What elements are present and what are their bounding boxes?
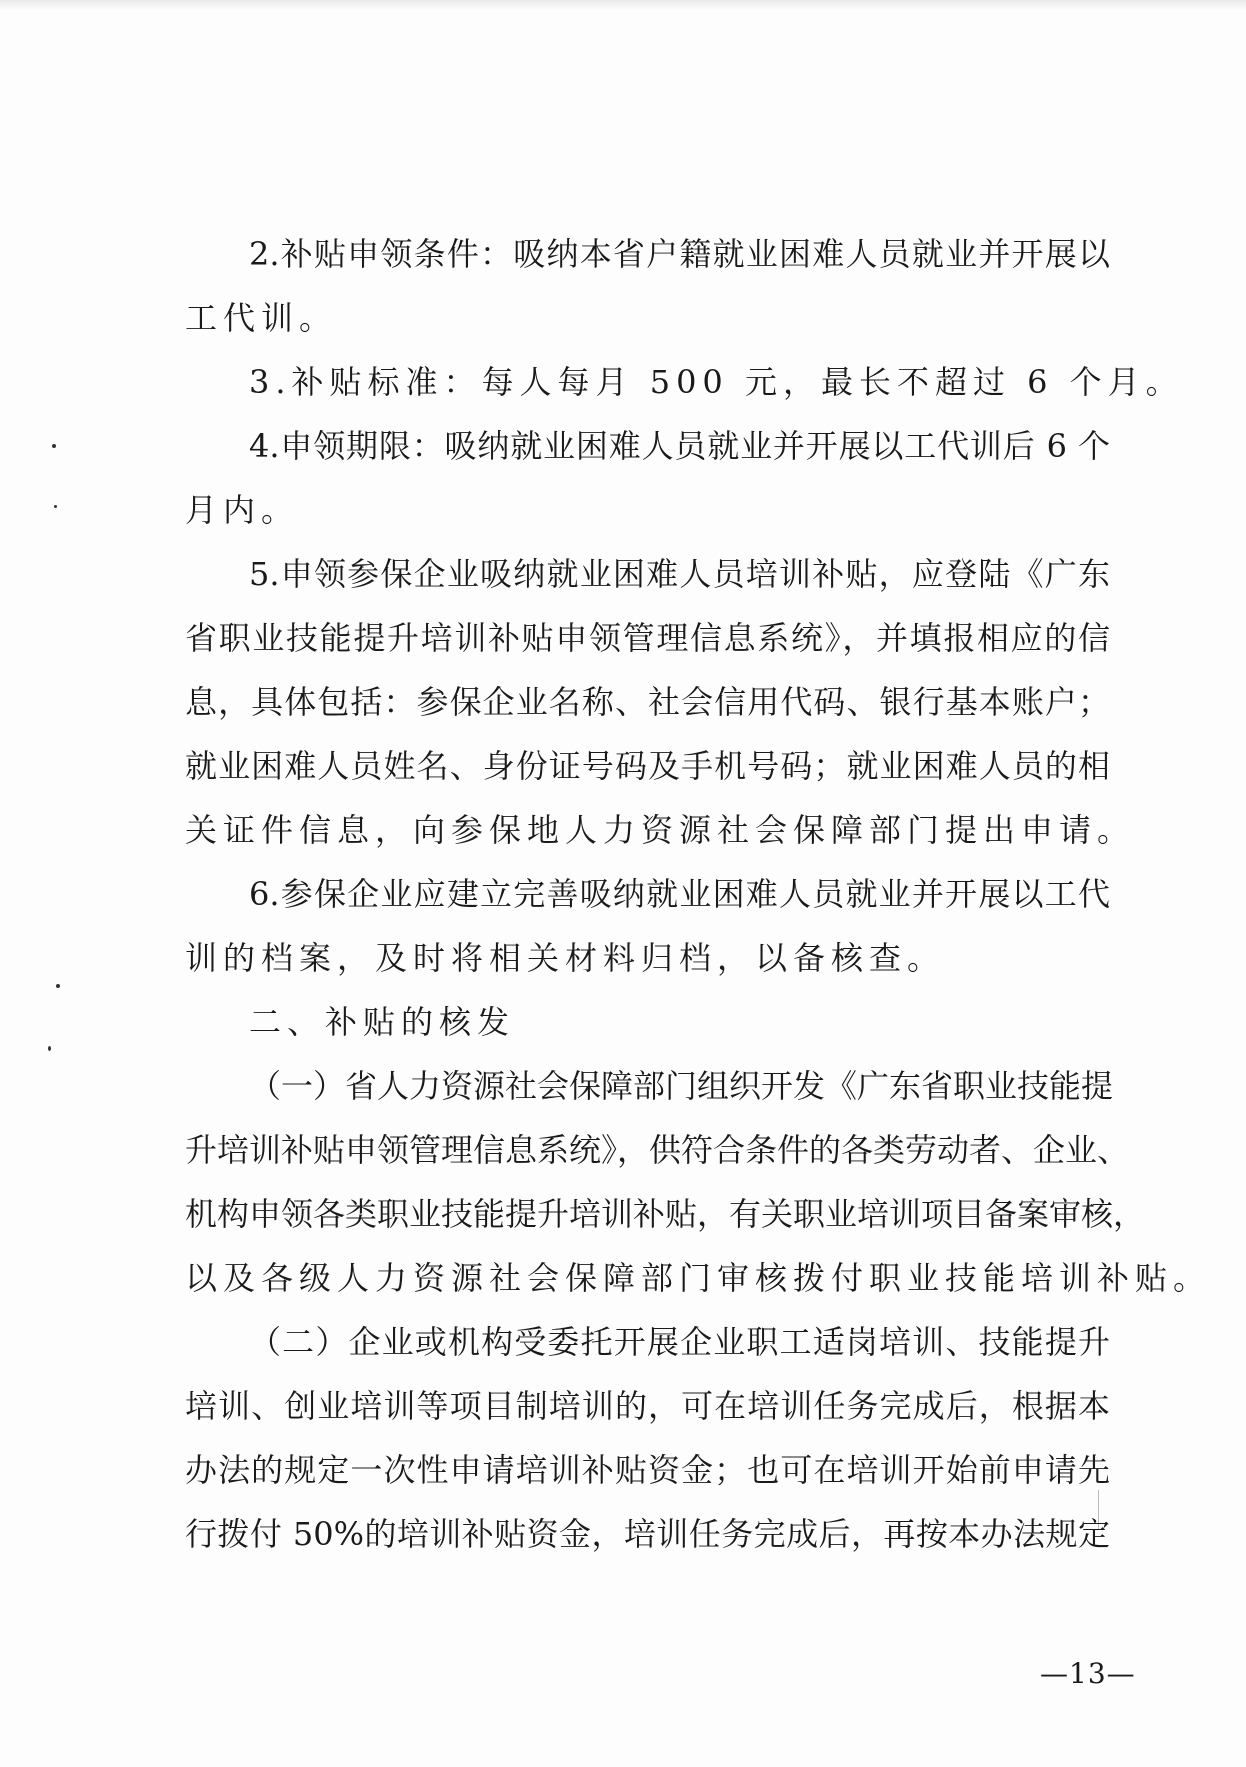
text-line: 关证件信息，向参保地人力资源社会保障部门提出申请。 [185,811,1136,849]
text-line: 5.申领参保企业吸纳就业困难人员培训补贴，应登陆《广东 [249,555,1110,593]
text-line: 工代训。 [185,299,338,337]
scan-speck [52,444,56,448]
text-line: 训的档案，及时将相关材料归档，以备核查。 [185,939,946,977]
text-line: （二）企业或机构受委托开展企业职工适岗培训、技能提升 [249,1323,1110,1361]
text-line: 4.申领期限：吸纳就业困难人员就业并开展以工代训后 6 个 [249,427,1110,465]
text-line: 就业困难人员姓名、身份证号码及手机号码；就业困难人员的相 [185,747,1110,785]
text-line: 省职业技能提升培训补贴申领管理信息系统》，并填报相应的信 [185,619,1110,657]
scan-speck [56,984,60,988]
scan-speck [54,505,57,508]
text-line: 6.参保企业应建立完善吸纳就业困难人员就业并开展以工代 [249,875,1110,913]
text-line: 以及各级人力资源社会保障部门审核拨付职业技能培训补贴。 [185,1259,1212,1297]
section-heading: 二、补贴的核发 [249,1003,516,1041]
text-line: 办法的规定一次性申请培训补贴资金；也可在培训开始前申请先 [185,1451,1110,1489]
document-body [185,222,1212,1566]
text-line: 机构申领各类职业技能提升培训补贴，有关职业培训项目备案审核， [185,1195,1146,1233]
text-line: 3.补贴标准：每人每月 500 元，最长不超过 6 个月。 [249,363,1184,401]
text-line: （一）省人力资源社会保障部门组织开发《广东省职业技能提 [249,1067,1114,1105]
scan-speck [48,1046,51,1051]
text-line: 行拨付 50%的培训补贴资金，培训任务完成后，再按本办法规定 [185,1515,1110,1553]
scan-top-edge [0,0,1246,10]
text-line: 培训、创业培训等项目制培训的，可在培训任务完成后，根据本 [185,1387,1110,1425]
text-line: 2.补贴申领条件：吸纳本省户籍就业困难人员就业并开展以 [249,235,1110,273]
page-number: —13— [1040,1657,1136,1690]
text-line: 升培训补贴申领管理信息系统》，供符合条件的各类劳动者、企业、 [185,1131,1130,1169]
text-line: 月内。 [185,491,300,529]
text-line: 息，具体包括：参保企业名称、社会信用代码、银行基本账户； [185,683,1110,721]
